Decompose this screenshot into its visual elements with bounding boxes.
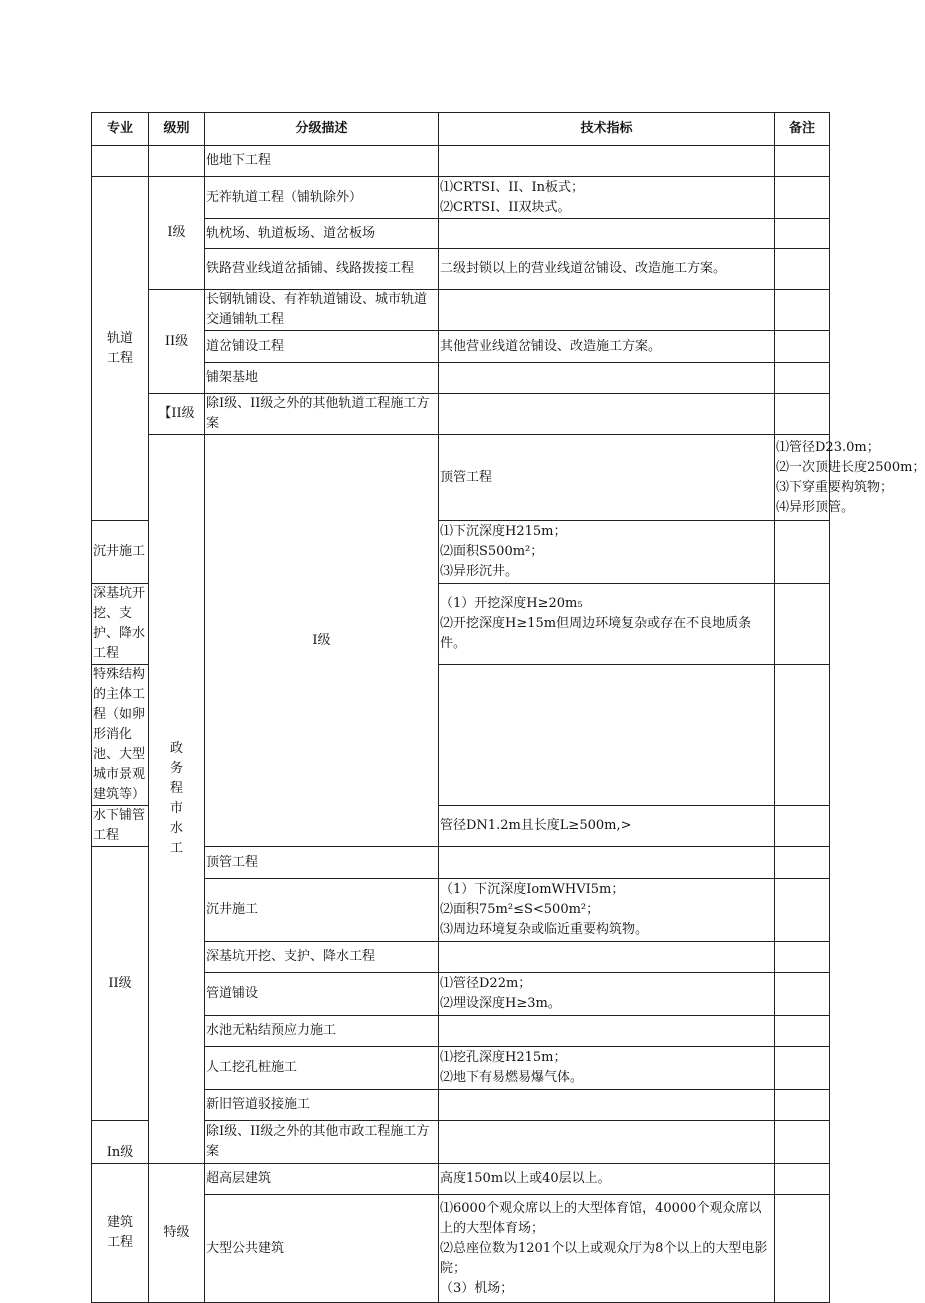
note-cell xyxy=(775,1016,830,1047)
desc-cell: 沉井施工 xyxy=(205,879,439,942)
header-tech: 技术指标 xyxy=(439,113,775,146)
tech-line: ⑷异形顶管。 xyxy=(776,499,855,515)
tech-cell xyxy=(439,521,775,584)
note-cell xyxy=(775,1090,830,1121)
note-cell xyxy=(775,942,830,973)
tech-line: ⑶下穿重要构筑物； xyxy=(776,479,894,495)
tech-line: ⑵埋设深度H≥3m。 xyxy=(440,996,561,1011)
grade-cell: I级 xyxy=(149,177,205,290)
desc-cell: 无祚轨道工程（铺轨除外） xyxy=(205,177,439,219)
tech-cell xyxy=(439,665,775,806)
desc-cell: 顶管工程 xyxy=(439,435,775,521)
grade-cell: II级 xyxy=(92,847,149,1121)
note-cell xyxy=(775,1121,830,1164)
desc-cell: 沉井施工 xyxy=(92,521,149,584)
desc-cell: 水池无粘结预应力施工 xyxy=(205,1016,439,1047)
desc-cell: 除I级、II级之外的其他轨道工程施工方案 xyxy=(205,394,439,435)
note-cell xyxy=(775,219,830,249)
tech-line: ⑴下沉深度H215m； xyxy=(440,524,567,539)
tech-line: ⑴管径D22m； xyxy=(440,976,532,991)
tech-line: ⑵开挖深度H≥15m但周边环境复杂或存在不良地质条件。 xyxy=(440,616,752,651)
major-cell-municipal xyxy=(149,435,205,1164)
major-cell-track xyxy=(92,177,149,521)
tech-cell xyxy=(439,847,775,879)
tech-cell: 管径DN1.2m且长度L≥500m,> xyxy=(439,806,775,847)
tech-cell xyxy=(439,1047,775,1090)
desc-cell: 顶管工程 xyxy=(205,847,439,879)
tech-cell xyxy=(439,942,775,973)
tech-line: （1）下沉深度IomWHVI5m； xyxy=(440,882,625,897)
tech-cell: 其他营业线道岔铺设、改造施工方案。 xyxy=(439,331,775,363)
desc-cell: 深基坑开挖、支护、降水工程 xyxy=(205,942,439,973)
header-desc: 分级描述 xyxy=(205,113,439,146)
tech-line: ⑵一次顶进长度2500m； xyxy=(776,459,925,475)
note-cell xyxy=(775,331,830,363)
tech-cell xyxy=(439,973,775,1016)
desc-cell: 长钢轨铺设、有祚轨道铺设、城市轨道交通铺轨工程 xyxy=(205,290,439,331)
tech-line: ⑴挖孔深度H215m； xyxy=(440,1050,567,1065)
tech-cell xyxy=(439,290,775,331)
note-cell xyxy=(775,879,830,942)
table-row xyxy=(92,435,830,521)
tech-line: ⑴管径D23.0m； xyxy=(776,439,880,455)
tech-cell xyxy=(439,146,775,177)
desc-cell: 铺架基地 xyxy=(205,363,439,394)
tech-cell xyxy=(439,1016,775,1047)
desc-cell: 深基坑开挖、支护、降水工程 xyxy=(92,584,149,665)
grading-table xyxy=(91,112,925,1303)
note-cell xyxy=(775,665,830,806)
header-row xyxy=(92,113,830,146)
note-cell xyxy=(775,146,830,177)
tech-line: ⑵地下有易燃易爆气体。 xyxy=(440,1070,584,1085)
tech-line: ⑴6000个观众席以上的大型体育馆，40000个观众席以上的大型体育场； xyxy=(440,1200,762,1236)
note-cell xyxy=(775,973,830,1016)
grade-cell xyxy=(149,146,205,177)
grade-cell: II级 xyxy=(149,290,205,394)
note-cell xyxy=(775,584,830,665)
desc-cell: 水下铺管工程 xyxy=(92,806,149,847)
tech-line: （1）开挖深度H≥20m₅ xyxy=(440,596,583,611)
desc-cell: 铁路营业线道岔插铺、线路拨接工程 xyxy=(205,249,439,290)
tech-line: ⑶异形沉井。 xyxy=(440,564,519,579)
note-cell xyxy=(775,290,830,331)
note-cell xyxy=(775,847,830,879)
tech-line: ⑵面积S500m²； xyxy=(440,544,544,559)
header-note: 备注 xyxy=(775,113,830,146)
desc-cell: 管道铺设 xyxy=(205,973,439,1016)
tech-line: ⑵CRTSI、II双块式。 xyxy=(440,199,571,215)
tech-cell xyxy=(439,219,775,249)
desc-cell: 他地下工程 xyxy=(205,146,439,177)
tech-line: ⑵总座位数为1201个以上或观众厅为8个以上的大型电影院； xyxy=(440,1240,768,1276)
desc-cell: 特殊结构的主体工程（如卵形消化池、大型城市景观建筑等） xyxy=(92,665,149,806)
tech-cell xyxy=(439,177,775,219)
grade-cell: 【II级 xyxy=(149,394,205,435)
note-cell xyxy=(775,363,830,394)
note-cell xyxy=(775,1047,830,1090)
tech-cell xyxy=(439,1121,775,1164)
desc-cell: 人工挖孔桩施工 xyxy=(205,1047,439,1090)
tech-cell: 高度150m以上或40层以上。 xyxy=(439,1164,775,1195)
note-cell xyxy=(775,1164,830,1195)
tech-cell xyxy=(439,1195,775,1303)
grade-cell: In级 xyxy=(92,1121,149,1164)
tech-cell xyxy=(439,584,775,665)
tech-cell xyxy=(439,363,775,394)
table-row xyxy=(92,1164,830,1195)
desc-cell: 新旧管道驳接施工 xyxy=(205,1090,439,1121)
tech-cell xyxy=(775,435,925,521)
desc-cell: 轨枕场、轨道板场、道岔板场 xyxy=(205,219,439,249)
note-cell xyxy=(775,249,830,290)
table-row xyxy=(92,177,830,219)
desc-cell: 除I级、II级之外的其他市政工程施工方案 xyxy=(205,1121,439,1164)
major-label: 建筑工程 xyxy=(106,1215,133,1250)
tech-line: ⑶周边环境复杂或临近重要构筑物。 xyxy=(440,922,649,937)
note-cell xyxy=(775,521,830,584)
tech-cell: 二级封锁以上的营业线道岔铺设、改造施工方案。 xyxy=(439,249,775,290)
major-cell-building xyxy=(92,1164,149,1303)
tech-cell xyxy=(439,879,775,942)
tech-line: ⑴CRTSI、II、In板式； xyxy=(440,179,584,195)
major-label: 政务程市水工 xyxy=(169,741,183,856)
note-cell xyxy=(775,806,830,847)
header-major: 专业 xyxy=(92,113,149,146)
table-row xyxy=(92,146,830,177)
desc-cell: 超高层建筑 xyxy=(205,1164,439,1195)
table-row xyxy=(92,290,830,331)
grade-cell: I级 xyxy=(205,435,439,847)
note-cell xyxy=(775,177,830,219)
tech-cell xyxy=(439,394,775,435)
major-label: 轨道工程 xyxy=(106,330,133,366)
desc-cell: 大型公共建筑 xyxy=(205,1195,439,1303)
tech-cell xyxy=(439,1090,775,1121)
major-cell xyxy=(92,146,149,177)
tech-line: （3）机场； xyxy=(440,1280,514,1296)
note-cell xyxy=(775,1195,830,1303)
grade-cell: 特级 xyxy=(149,1164,205,1303)
desc-cell: 道岔铺设工程 xyxy=(205,331,439,363)
note-cell xyxy=(775,394,830,435)
header-grade: 级别 xyxy=(149,113,205,146)
table-row xyxy=(92,394,830,435)
tech-line: ⑵面积75m²≤S<500m²； xyxy=(440,902,600,917)
